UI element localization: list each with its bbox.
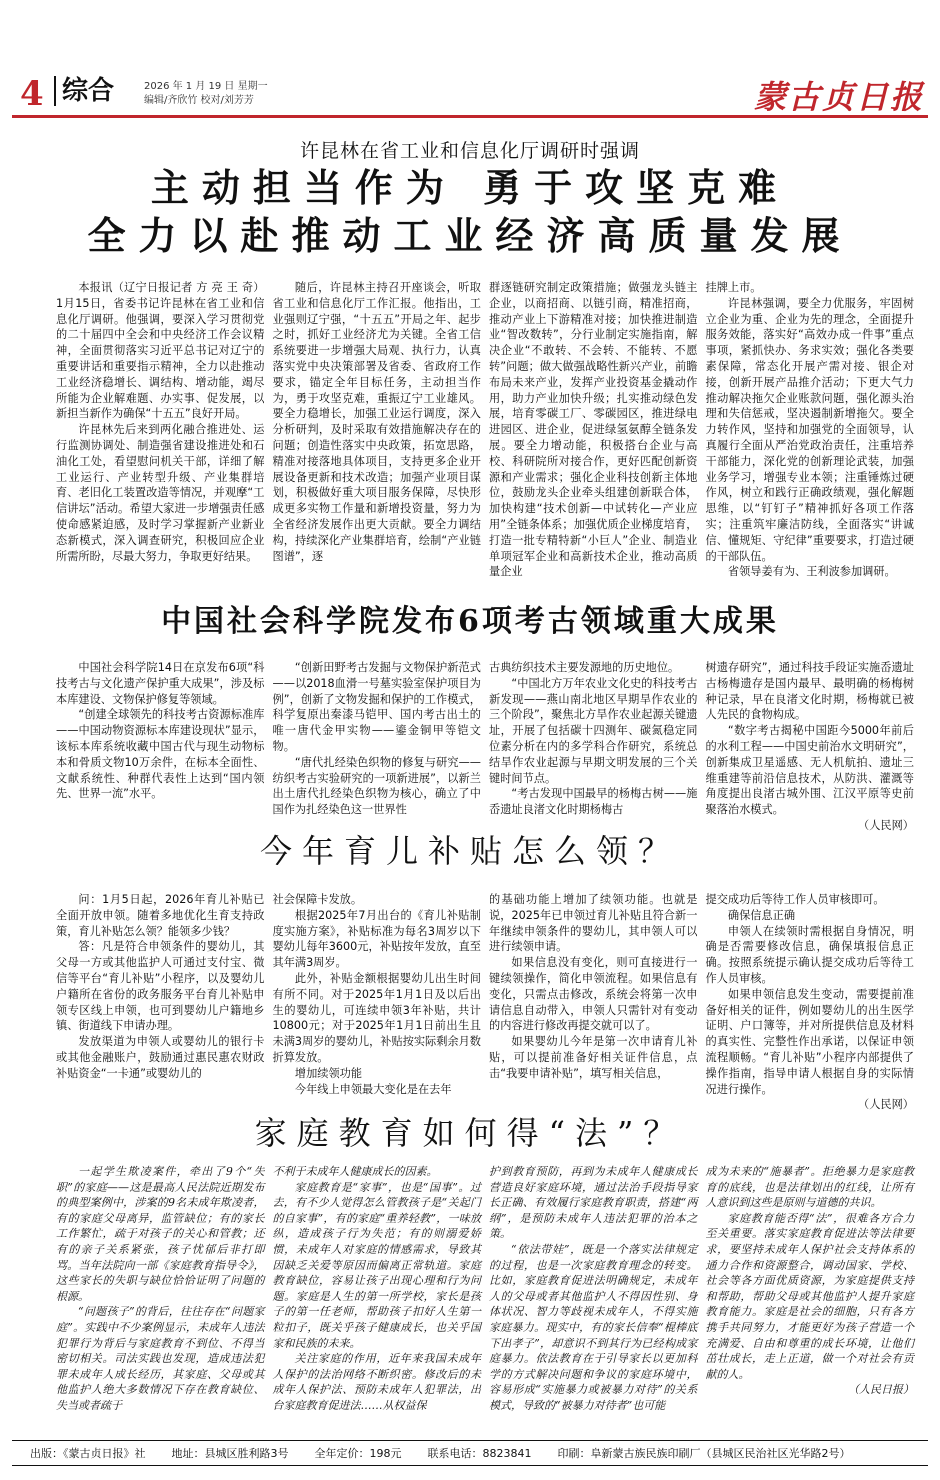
paragraph: 如果申领信息发生变动，需要提前准备好相关的证件，例如婴幼儿的出生医学证明、户口簿等，并对所提供信息及材料的真实性、完整性作出承诺，以保证申领流程顺畅。“育儿补贴”小程序内部提供了操作指南，指导申请人根据自身的实际情况进行操作。 xyxy=(705,987,914,1096)
masthead xyxy=(12,70,928,118)
paragraph: 一起学生欺凌案件，牵出了9个“失职”的家庭——这是最高人民法院近期发布的典型案例中，涉案的9名未成年欺凌者，有的家庭父母离异，监管缺位；有的家长工作繁忙，疏于对孩子的关心和管教；还有的亲子关系紧张，孩子忧郁后非打即骂。当年法院向一部《家庭教育指导令》，这些家长的失职与缺位恰恰证明了问题的根源。 xyxy=(56,1165,265,1303)
paragraph: 答：凡是符合申领条件的婴幼儿，其父母一方或其他监护人可通过支付宝、微信等平台“育儿补贴”小程序，以及婴幼儿户籍所在省份的政务服务平台育儿补贴申领专区线上申领，也可到婴幼儿户籍地乡镇、街道线下申请办理。 xyxy=(56,940,265,1033)
source-credit: （人民网） xyxy=(858,818,914,832)
newspaper-logo: 蒙古贞日报 xyxy=(753,78,924,116)
source-credit: （人民日报） xyxy=(848,1383,914,1397)
paragraph: 问：1月5日起，2026年育儿补贴已全面开放申领。随着多地优化生育支持政策，育儿补贴怎么领？能领多少钱？ xyxy=(56,893,265,938)
paragraph: 的基础功能上增加了续领功能。也就是说，2025年已申领过育儿补贴且符合新一年继续申领条件的婴幼儿，其申领人可以进行续领申请。 xyxy=(489,893,698,954)
article1-col2 xyxy=(273,280,482,580)
paragraph: 今年线上申领最大变化是在去年 xyxy=(294,1082,452,1096)
article4-col1 xyxy=(56,1164,265,1432)
article4-col2 xyxy=(273,1164,482,1432)
article3-col1 xyxy=(56,892,265,1088)
paragraph: 省领导姜有为、王利波参加调研。 xyxy=(727,565,896,579)
paragraph: 挂牌上市。 xyxy=(705,281,762,294)
paragraph: 家庭教育能否得“法”，很难各方合力至关重要。落实家庭教育促进法等法律要求，要坚持未成年人保护社会支持体系的通力合作和资源整合，调动国家、学校、社会等各方面优质资源，为家庭提供支持和帮助，帮助父母或其他监护人提升家庭教育能力。家庭是社会的细胞，只有各方携手共同努力，才能更好为孩子营造一个充满爱、自由和尊重的成长环境，让他们茁壮成长，走上正道，做一个对社会有贡献的人。 xyxy=(705,1211,914,1381)
article2-body xyxy=(56,660,914,832)
paragraph: 树遗存研究”，通过科技手段证实施岙遗址古杨梅遗存是国内最早、最明确的杨梅树种记录，早在良渚文化时期，杨梅就已被人先民的食物构成。 xyxy=(705,661,914,722)
article3-col4 xyxy=(705,892,915,1112)
article2-col4 xyxy=(705,660,915,832)
paragraph: 随后，许昆林主持召开座谈会，听取省工业和信息化厅工作汇报。他指出，工业强则辽宁强，“十五五”开局之年、起步之时，抓好工业经济尤为关键。全省工信系统要进一步增强大局观、执行力，认真落实党中央决策部署及省委、省政府工作要求，锚定全年目标任务，主动担当作为，勇于攻坚克难，重振辽宁工业雄风。要全力稳增长，加强工业运行调度，深入分析研判，及时采取有效措施解决存在的问题；创造性落实中央政策，拓宽思路，精准对接落地具体项目，支持更多企业开展设备更新和技术改造；加强产业项目谋划，积极做好重大项目服务保障，尽快形成更多实物工作量和新增投资量，努力为全省经济发展作出更大贡献。要全力调结构，持续深化产业集群培育，绘制“产业链图谱”，逐 xyxy=(272,281,481,563)
paragraph: 关注家庭的作用，近年来我国未成年人保护的法治网络不断织密。修改后的未成年人保护法、预防未成年人犯罪法，出台家庭教育促进法……从权益保 xyxy=(272,1352,481,1412)
paragraph: “数字考古揭秘中国距今5000年前后的水利工程——中国史前治水文明研究”，创新集成卫星遥感、无人机航拍、遗址三维重建等前沿信息技术，从防洪、灌溉等角度提出良渚古城外围、江汉平原等史前聚落治水模式。 xyxy=(705,724,914,817)
paragraph: 中国社会科学院14日在京发布6项“科技考古与文化遗产保护重大成果”，涉及标本库建设、文物保护修复等领域。 xyxy=(56,661,265,706)
paragraph: 社会保障卡发放。 xyxy=(272,893,363,906)
paragraph: 许昆林强调，要全力优服务，牢固树立企业为重、企业为先的理念，全面提升服务效能，落实好“高效办成一件事”重点事项，紧抓快办、务求实效；强化各类要素保障，常态化开展产需对接、银企对接，创新开展产品推介活动；下更大气力推动解决拖欠企业账款问题，强化源头治理和失信惩戒，坚决遏制新增拖欠。要全力转作风，坚持和加强党的全面领导，认真履行全面从严治党政治责任，注重培养干部能力，深化党的创新理论武装，加强业务学习，增强专业本领；注重锤炼过硬作风，树立和践行正确政绩观，强化解题思维，以“钉钉子”精神抓好各项工作落实；注重筑牢廉洁防线，全面落实“讲诚信、懂规矩、守纪律”重要要求，打造过硬的干部队伍。 xyxy=(705,296,914,563)
paragraph: 家庭教育是“家事”，也是“国事”。过去，有不少人觉得怎么管教孩子是“关起门的自家事”，有的家庭“重养轻教”，一味放纵，造成孩子行为失范；有的则溺爱娇惯，未成年人对家庭的情感需求，导致其因缺乏关爱等原因而偏离正常轨道。家庭教育缺位，容易让孩子出现心理和行为问题。家庭是人生的第一所学校，家长是孩子的第一任老师，帮助孩子扣好人生第一粒扣子，既关乎孩子健康成长，也关乎国家和民族的未来。 xyxy=(272,1180,481,1350)
paragraph: 如果信息没有变化，则可直接进行一键续领操作，简化申领流程。如果信息有变化，只需点击修改，系统会将第一次申请信息自动带入，申领人只需针对有变动的内容进行修改再提交就可以了。 xyxy=(489,956,698,1033)
article1-col1 xyxy=(56,280,265,580)
paragraph: “创建全球领先的科技考古资源标准库——中国动物资源标本库建设现状”显示，该标本库系统收藏中国古代与现生动物标本和骨质文物10万余件，在标本全面性、文献系统性、种群代表性上达到“国内领先、世界一流”水平。 xyxy=(56,708,265,801)
editors-line: 编辑/齐欣竹 校对/刘芳芳 xyxy=(144,95,254,106)
paragraph: 此外，补贴金额根据婴幼儿出生时间有所不同。对于2025年1月1日及以后出生的婴幼儿，可连续申领3年补贴，共计10800元；对于2025年1月1日前出生且未满3周岁的婴幼儿，补贴按实际剩余月数折算发放。 xyxy=(272,971,481,1064)
article4-body xyxy=(56,1164,914,1432)
article3-col2 xyxy=(272,892,482,1096)
article2-col2 xyxy=(273,660,482,820)
paragraph: 本报讯（辽宁日报记者 方 亮 王 奇）1月15日，省委书记许昆林在省工业和信息化厅调研。他强调，要深入学习贯彻党的二十届四中全会和中央经济工作会议精神，全面贯彻落实习近平总书记对辽宁的重要讲话和重要指示精神，全力以赴推动工业经济稳增长、调结构、增动能，竭尽所能为企业解难题、办实事、促发展，以新担当新作为确保“十五五”良好开局。 xyxy=(56,281,265,421)
article3-headline: 今年育儿补贴怎么领？ xyxy=(259,832,680,870)
paragraph: 成为未来的“施暴者”。拒绝暴力是家庭教育的底线，也是法律划出的红线，让所有人意识到这些是原则与道德的共识。 xyxy=(705,1165,914,1210)
paragraph: 不利于未成年人健康成长的因素。 xyxy=(272,1165,438,1178)
article1-col3 xyxy=(489,280,698,580)
article2-col3 xyxy=(489,660,698,820)
footer-publisher: 出版：《蒙古贞日报》社 xyxy=(30,1447,146,1460)
paragraph: 根据2025年7月出台的《育儿补贴制度实施方案》，补贴标准为每名3周岁以下婴幼儿每年3600元，补贴按年发放，直至其年满3周岁。 xyxy=(272,908,481,970)
article2-headline: 中国社会科学院发布6项考古领域重大成果 xyxy=(161,604,779,639)
paragraph: 护到教育预防，再到为未成年人健康成长营造良好家庭环境，通过法治手段指导家长正确、有效履行家庭教育职责，搭建“两纲”，是预防未成年人违法犯罪的治本之策。 xyxy=(489,1165,698,1241)
paragraph: 许昆林先后来到两化融合推进处、运行监测协调处、制造强省建设推进处和石油化工处，看望慰问机关干部，详细了解工业运行、产业转型升级、产业集群培育、老旧化工装置改造等情况，并观摩“工信讲坛”活动。希望大家进一步增强责任感使命感紧迫感，及时学习掌握新产业新业态新模式，深入调查研究，积极回应企业所需所盼，尽最大努力，争取更好结果。 xyxy=(56,423,265,563)
article2-col1 xyxy=(56,660,265,820)
page-number: 4 xyxy=(20,74,44,114)
article4-col4 xyxy=(706,1164,915,1432)
subheading: 增加续领功能 xyxy=(294,1066,363,1080)
paragraph: 群逐链研究制定政策措施；做强龙头链主企业，以商招商、以链引商，精准招商，推动产业上下游精准对接；加快推进制造业“智改数转”，分行业制定实施指南，解决企业“不敢转、不会转、不能转、不愿转”问题；做大做强战略性新兴产业，前瞻布局未来产业，发挥产业投资基金撬动作用，助力产业加快升级；扎实推动绿色发展，培育零碳工厂、零碳园区，推进绿电进园区、进企业，促进绿氢氨醇全链条发展。要全力增动能，积极搭台企业与高校、科研院所对接合作，更好匹配创新资源和产业需求；强化企业科技创新主体地位，鼓励龙头企业牵头组建创新联合体，加快构建“技术创新—中试转化—产业应用”全链条体系；加强优质企业梯度培育，打造一批专精特新“小巨人”企业、制造业单项冠军企业和高新技术企业，推动高质量企业 xyxy=(489,281,698,579)
paragraph: “依法带娃”，既是一个落实法律规定的过程，也是一次家庭教育理念的转变。比如，家庭教育促进法明确规定，未成年人的父母或者其他监护人不得因性别、身体状况、智力等歧视未成年人，不得实施家庭暴力。现实中，有的家长信奉“棍棒底下出孝子”，却意识不到其行为已经构成家庭暴力。依法教育在于引导家长以更加科学的方式解决问题和争议的家庭环境中，容易形成“实施暴力或被暴力对待”的关系模式，导致的“被暴力对待者”也可能 xyxy=(489,1242,698,1412)
issue-meta xyxy=(144,80,268,108)
footer-address: 地址：县城区胜利路3号 xyxy=(171,1447,289,1460)
footer xyxy=(12,1440,928,1466)
footer-printer: 印刷：阜新蒙古族民族印刷厂（县城区民治社区光华路2号） xyxy=(557,1447,851,1460)
paragraph: 如果婴幼儿今年是第一次申请育儿补贴，可以提前准备好相关证件信息，点击“我要申请补贴”，填写相关信息， xyxy=(489,1035,698,1080)
article1-headline-line2: 全力以赴推动工业经济高质量发展 xyxy=(87,213,853,258)
paragraph: “问题孩子”的背后，往往存在“问题家庭”。实践中不少案例显示，未成年人违法犯罪行为背后与家庭教育不到位、不得当密切相关。司法实践也发现，造成违法犯罪未成年人成长经历，其家庭、父母或其他监护人绝大多数情况下存在教育缺位、失当或者疏于 xyxy=(56,1305,265,1412)
paragraph: “中国北方万年农业文化史的科技考古新发现——燕山南北地区早期旱作农业的三个阶段”，聚焦北方旱作农业起源关键遗址，开展了包括碳十四测年、碳氮稳定同位素分析在内的多学科合作研究，系统总结旱作农业起源与早期文明发展的三个关键时间节点。 xyxy=(489,676,698,785)
footer-price: 全年定价：198元 xyxy=(314,1447,402,1460)
paragraph: “唐代扎经染色织物的修复与研究——纺织考古实验研究的一项新进展”，以新兰出土唐代扎经染色织物为核心，确立了中国作为扎经染色这一世界性 xyxy=(272,755,481,817)
article3-body xyxy=(56,892,914,1112)
subheading: 确保信息正确 xyxy=(727,908,796,922)
date-line: 2026 年 1 月 19 日 星期一 xyxy=(144,81,268,92)
paragraph: 发放渠道为申领人或婴幼儿的银行卡或其他金融账户，鼓励通过惠民惠农财政补贴资金“一卡通”或婴幼儿的 xyxy=(56,1035,265,1080)
article1-kicker: 许昆林在省工业和信息化厅调研时强调 xyxy=(299,140,640,162)
article4-col3 xyxy=(489,1164,698,1432)
article1-body xyxy=(56,280,914,580)
paragraph: 申领人在续领时需根据自身情况，明确是否需要修改信息，确保填报信息正确。按照系统提示确认提交成功后等待工作人员审核。 xyxy=(705,924,914,985)
paragraph: 古典纺织技术主要发源地的历史地位。 xyxy=(489,661,680,674)
source-credit: （人民网） xyxy=(858,1098,914,1112)
paragraph: “考古发现中国最早的杨梅古树——施岙遗址良渚文化时期杨梅古 xyxy=(489,787,698,817)
footer-phone: 联系电话：8823841 xyxy=(427,1447,532,1460)
article1-headline-line1: 主动担当作为 勇于攻坚克难 xyxy=(150,165,790,210)
article1-col4 xyxy=(706,280,915,580)
article4-headline: 家庭教育如何得“法”？ xyxy=(254,1114,686,1152)
paragraph: 提交成功后等待工作人员审核即可。 xyxy=(705,893,885,906)
paragraph: “创新田野考古发掘与文物保护新范式——以2018血滑一号墓实验室保护项目为例”，创新了文物发掘和保护的工作模式，科学复原出秦漆马铠甲、国内考古出土的唯一唐代金甲实物——鎏金铜甲等铠文物。 xyxy=(272,661,481,753)
section-title: 综合 xyxy=(54,76,114,106)
article3-col3 xyxy=(489,892,698,1088)
